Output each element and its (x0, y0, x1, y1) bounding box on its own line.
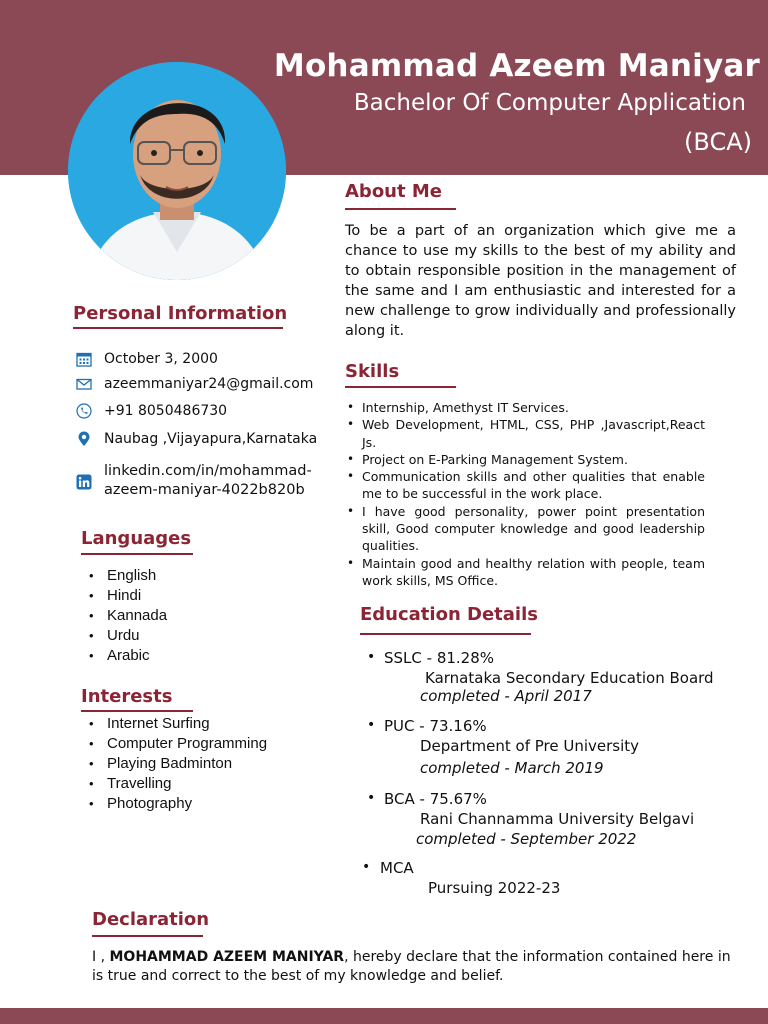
declaration-prefix: I , (92, 949, 110, 965)
list-item: • Communication skills and other qualities that enable me to be successful in the work place. (345, 468, 705, 503)
phone-icon (76, 403, 92, 419)
puc-board: Department of Pre University (420, 737, 640, 755)
languages-underline (81, 553, 193, 555)
interests-underline (81, 710, 193, 712)
skills-list (345, 399, 705, 589)
personal-info-heading: Personal Information (73, 303, 288, 324)
personal-info-underline (73, 327, 283, 329)
puc-head: PUC - 73.16% (384, 717, 487, 735)
languages-list (81, 566, 167, 666)
puc-completed: completed - March 2019 (420, 759, 604, 777)
sslc-head: SSLC - 81.28% (384, 649, 495, 667)
skills-underline (345, 386, 456, 388)
linkedin-line-2: azeem-maniyar-4022b820b (104, 482, 305, 498)
about-text: To be a part of an organization which give me a chance to use my skills to the best of my ability and to obtain responsible position in the management of the same and I am enthusiastic and interested for a new challenge to grow individually and professionally along it. (345, 223, 736, 339)
phone-row[interactable] (76, 402, 227, 422)
list-item: • Computer Programming (81, 734, 267, 754)
declaration-text (92, 948, 732, 986)
location-pin-icon (76, 431, 92, 447)
footer-band (0, 1008, 768, 1024)
interests-heading: Interests (81, 686, 173, 707)
bca-board: Rani Channamma University Belgavi (420, 810, 695, 828)
list-item: • Travelling (81, 774, 267, 794)
declaration-name: MOHAMMAD AZEEM MANIYAR (109, 949, 345, 965)
list-item: • Maintain good and healthy relation with people, team work skills, MS Office. (345, 555, 705, 590)
list-item: • Web Development, HTML, CSS, PHP ,Javascript,React Js. (345, 416, 705, 451)
dob-row (76, 350, 218, 370)
linkedin-row[interactable] (76, 462, 312, 502)
sslc-board: Karnataka Secondary Education Board (425, 669, 714, 687)
list-item: • I have good personality, power point presentation skill, Good computer knowledge and good leadership qualities. (345, 503, 705, 555)
skills-heading: Skills (345, 361, 400, 382)
address-row (76, 430, 317, 450)
list-item: • Kannada (81, 606, 167, 626)
about-underline (345, 208, 456, 210)
email-row[interactable] (76, 375, 313, 395)
list-item: • Hindi (81, 586, 167, 606)
sslc-completed: completed - April 2017 (420, 687, 592, 705)
linkedin-line-1: linkedin.com/in/mohammad- (104, 463, 312, 479)
education-heading: Education Details (360, 604, 538, 625)
mail-icon (76, 376, 92, 392)
education-underline (360, 633, 531, 635)
mca-status: Pursuing 2022-23 (428, 879, 561, 897)
profile-photo (68, 62, 286, 280)
address-text: Naubag ,Vijayapura,Karnataka (104, 431, 318, 447)
bullet-icon: • (367, 649, 376, 665)
calendar-icon (76, 351, 92, 367)
declaration-underline (92, 935, 203, 937)
list-item: • Internship, Amethyst IT Services. (345, 399, 705, 416)
bca-completed: completed - September 2022 (416, 830, 637, 848)
declaration-suffix: , hereby declare that the information contained here in is true and correct to the best of my knowledge and belief. (92, 949, 731, 984)
degree-abbreviation: (BCA) (684, 128, 752, 156)
linkedin-icon (76, 474, 92, 490)
interests-list (81, 714, 267, 814)
person-portrait-icon (68, 62, 286, 280)
bullet-icon: • (367, 717, 376, 733)
about-heading: About Me (345, 181, 442, 202)
phone-text[interactable]: +91 8050486730 (104, 403, 228, 419)
bca-head: BCA - 75.67% (384, 790, 487, 808)
candidate-name: Mohammad Azeem Maniyar (273, 48, 760, 84)
list-item: • Urdu (81, 626, 167, 646)
languages-heading: Languages (81, 528, 192, 549)
bullet-icon: • (367, 790, 376, 806)
list-item: • Arabic (81, 646, 167, 666)
email-text[interactable]: azeemmaniyar24@gmail.com (104, 376, 314, 392)
declaration-heading: Declaration (92, 909, 210, 930)
list-item: • Playing Badminton (81, 754, 267, 774)
degree-title: Bachelor Of Computer Application (353, 90, 746, 116)
dob-text: October 3, 2000 (104, 351, 218, 367)
list-item: • English (81, 566, 167, 586)
list-item: • Internet Surfing (81, 714, 267, 734)
list-item: • Photography (81, 794, 267, 814)
linkedin-text[interactable] (104, 462, 312, 500)
mca-head: MCA (380, 859, 414, 877)
bullet-icon: • (362, 859, 371, 875)
list-item: • Project on E-Parking Management System. (345, 451, 705, 468)
